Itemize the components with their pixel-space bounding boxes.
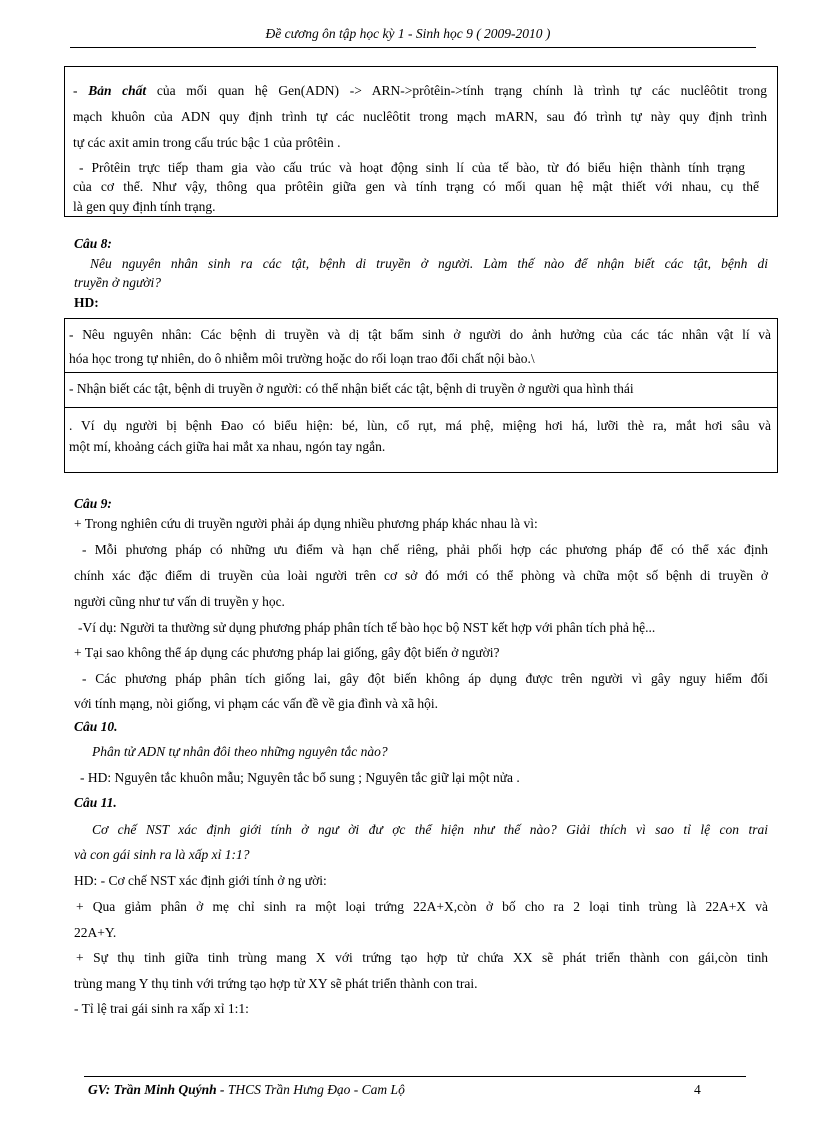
box1-line-4: - Prôtêin trực tiếp tham gia vào cấu trúc và hoạt động sinh lí của tế bào, từ đó biểu hiện thành tính trạng [79, 160, 745, 175]
question-11-text-2: và con gái sinh ra là xấp xỉ 1:1? [74, 847, 250, 862]
footer-school: THCS Trần Hưng Đạo - Cam Lộ [227, 1082, 405, 1097]
footer-teacher: Trần Minh Quýnh [113, 1082, 217, 1097]
question-8-text-2: truyền ở người? [74, 275, 162, 290]
question-11-text-1: Cơ chế NST xác định giới tính ở ngư ời đư ợc thể hiện như thế nào? Giải thích vì sao tỉ lệ con trai [92, 822, 768, 837]
answer-box-identify [64, 372, 778, 408]
footer-separator: - [220, 1082, 225, 1097]
question-9-line-8: với tính mạng, nòi giống, vi phạm các vấn đề về gia đình và xã hội. [74, 696, 439, 711]
question-11-line-3: 22A+Y. [74, 925, 117, 940]
question-8-hd: HD: [74, 295, 99, 310]
answer-box-nature [64, 66, 778, 217]
question-9-line-2: - Mỗi phương pháp có những ưu điểm và hạn chế riêng, phải phối hợp các phương pháp để có thể xác định [82, 542, 768, 557]
question-9-title: Câu 9: [74, 496, 112, 511]
keyword-ban-chat: Bản chất [88, 83, 147, 98]
page-footer [88, 1082, 728, 1098]
footer-gv-label: GV: [88, 1082, 111, 1097]
box3-line-1: - Nhận biết các tật, bệnh di truyền ở người: có thể nhận biết các tật, bệnh di truyền ở người qua hình thái [69, 381, 634, 396]
header-rule [70, 47, 756, 48]
box2-line-1: - Nêu nguyên nhân: Các bệnh di truyền và dị tật bẩm sinh ở người do ảnh hưởng của các tác nhân vật lí và [69, 327, 771, 342]
box4-line-1: . Ví dụ người bị bệnh Đao có biểu hiện: bé, lùn, cổ rụt, má phệ, miệng hơi há, lưỡi thè ra, mắt hơi sâu và [69, 418, 771, 433]
box1-line-1: - Bản chất của mối quan hệ Gen(ADN) -> ARN->prôtêin->tính trạng chính là trình tự các nuclêôtit trong [73, 83, 768, 98]
question-10-title: Câu 10. [74, 719, 118, 734]
box1-line-6: là gen quy định tính trạng. [73, 199, 216, 214]
question-11-line-1: HD: - Cơ chế NST xác định giới tính ở ng ười: [74, 873, 327, 888]
question-11-line-4: + Sự thụ tinh giữa tinh trùng mang X với trứng tạo hợp tử chứa XX sẽ phát triển thành con gái,còn tinh [76, 950, 768, 965]
question-10-text: Phân tử ADN tự nhân đôi theo những nguyên tắc nào? [92, 744, 388, 759]
question-11-title: Câu 11. [74, 795, 117, 810]
question-11-line-6: - Tỉ lệ trai gái sinh ra xấp xỉ 1:1: [74, 1001, 249, 1016]
question-9-line-1: + Trong nghiên cứu di truyền người phải áp dụng nhiều phương pháp khác nhau là vì: [74, 516, 538, 531]
box1-line-3: tự các axit amin trong cấu trúc bậc 1 của prôtêin . [73, 135, 341, 150]
page-header: Đề cương ôn tập học kỳ 1 - Sinh học 9 ( 2009-2010 ) [265, 26, 551, 41]
question-8-title: Câu 8: [74, 236, 112, 251]
box4-line-2: một mí, khoảng cách giữa hai mắt xa nhau, ngón tay ngắn. [69, 439, 386, 454]
footer-rule [84, 1076, 746, 1077]
answer-box-cause [64, 318, 778, 373]
box1-line-2: mạch khuôn của ADN quy định trình tự các nuclêôtit trong mạch mARN, sau đó trình tự này quy định trình [73, 109, 767, 124]
question-11-line-5: trùng mang Y thụ tinh với trứng tạo hợp tử XY sẽ phát triển thành con trai. [74, 976, 478, 991]
question-8-text-1: Nêu nguyên nhân sinh ra các tật, bệnh di truyền ở người. Làm thế nào để nhận biết các tật, bệnh di [90, 256, 768, 271]
box1-line-5: của cơ thể. Như vậy, thông qua prôtêin giữa gen và tính trạng có mối quan hệ mật thiết với nhau, cụ thể [73, 179, 759, 194]
page-number: 4 [694, 1082, 701, 1097]
question-9-line-3: chính xác đặc điểm di truyền của loài người trên cơ sở đó mới có thể phòng và chữa một số bệnh di truyền ở [74, 568, 768, 583]
answer-box-example [64, 407, 778, 473]
box2-line-2: hóa học trong tự nhiên, do ô nhiễm môi trường hoặc do rối loạn trao đổi chất nội bào.\ [69, 351, 535, 366]
question-9-line-4: người cũng như tư vấn di truyền y học. [74, 594, 285, 609]
question-10-answer: - HD: Nguyên tắc khuôn mẫu; Nguyên tắc bổ sung ; Nguyên tắc giữ lại một nửa . [80, 770, 520, 785]
question-9-line-6: + Tại sao không thể áp dụng các phương pháp lai giống, gây đột biến ở người? [74, 645, 500, 660]
question-9-line-7: - Các phương pháp phân tích giống lai, gây đột biến không áp dụng được trên người vì gây nguy hiểm đối [82, 671, 768, 686]
question-9-line-5: -Ví dụ: Người ta thường sử dụng phương pháp phân tích tế bào học bộ NST kết hợp với phân tích phả hệ... [78, 620, 656, 635]
question-11-line-2: + Qua giảm phân ở mẹ chỉ sinh ra một loại trứng 22A+X,còn ở bố cho ra 2 loại tinh trùng là 22A+X và [76, 899, 768, 914]
